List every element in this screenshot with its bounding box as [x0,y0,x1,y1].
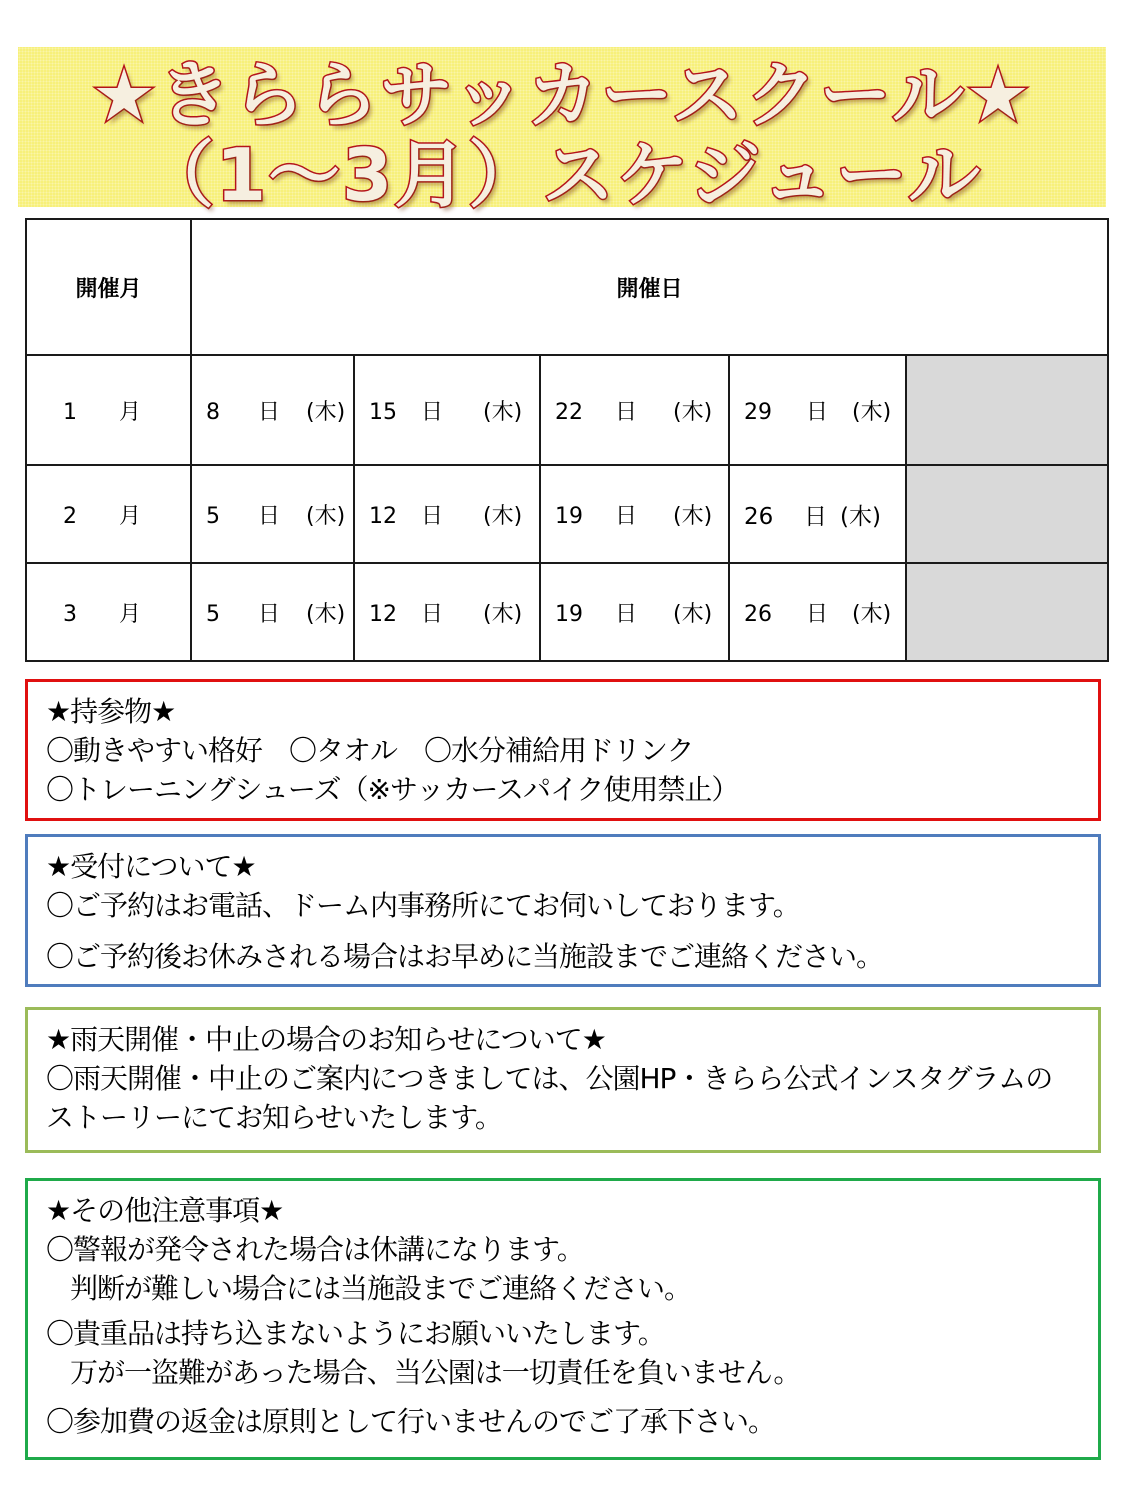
date-weekday: (木) [483,399,523,425]
unused-cell [906,355,1108,465]
date-number: 12 [369,503,397,529]
date-weekday: (木) [306,503,346,529]
header-day: 開催日 [191,219,1108,355]
date-weekday: (木) [483,601,523,627]
month-cell [26,563,191,661]
date-weekday: (木) [852,601,892,627]
header-month: 開催月 [26,219,191,355]
date-number: 12 [369,601,397,627]
month-cell [26,355,191,465]
date-weekday: (木) [840,503,881,530]
date-day-label: 日 [615,503,638,529]
date-day-label: 日 [421,399,444,425]
date-number: 19 [555,503,583,529]
section-line: 判断が難しい場合には当施設までご連絡ください。 [70,1272,692,1305]
date-cell [729,563,906,661]
date-cell [191,563,354,661]
month-number: 3 [63,601,77,627]
date-day-label: 日 [806,601,829,627]
month-cell [26,465,191,563]
date-cell [354,355,540,465]
section-line: 〇トレーニングシューズ（※サッカースパイク使用禁止） [46,773,739,806]
section-line: ストーリーにてお知らせいたします。 [46,1101,502,1134]
month-number: 2 [63,503,77,529]
section-line: 〇参加費の返金は原則として行いませんのでご了承下さい。 [46,1405,776,1438]
date-number: 5 [206,601,220,627]
date-number: 26 [744,503,774,530]
date-weekday: (木) [306,399,346,425]
spacer [46,925,1098,937]
date-cell [354,465,540,563]
section-line: 〇貴重品は持ち込まないようにお願いいたします。 [46,1317,665,1350]
spacer [46,1392,1098,1402]
section-line: 〇警報が発令された場合は休講になります。 [46,1233,584,1266]
date-day-label: 日 [258,399,281,425]
date-day-label: 日 [806,399,829,425]
date-cell [540,465,729,563]
title-line-2: （1～3月）スケジュール [142,133,982,217]
table-row [26,465,1108,563]
date-cell [354,563,540,661]
date-cell [729,465,906,563]
date-day-label: 日 [421,503,444,529]
month-label: 月 [119,503,142,529]
unused-cell [906,563,1108,661]
section-line: 万が一盗難があった場合、当公園は一切責任を負いません。 [70,1356,801,1389]
month-label: 月 [119,399,142,425]
reception-section [25,834,1101,987]
date-day-label: 日 [615,399,638,425]
schedule-table [25,218,1109,662]
date-day-label: 日 [258,503,281,529]
title-banner [18,47,1106,217]
section-line: 〇ご予約後お休みされる場合はお早めに当施設までご連絡ください。 [46,940,884,973]
date-cell [540,563,729,661]
date-cell [540,355,729,465]
section-line: 〇雨天開催・中止のご案内につきましては、公園HP・きらら公式インスタグラムの [46,1062,1053,1095]
unused-cell [906,465,1108,563]
other-notes-section [25,1178,1101,1460]
date-weekday: (木) [852,399,892,425]
date-weekday: (木) [673,399,713,425]
table-row [26,355,1108,465]
rain-notice-section [25,1007,1101,1153]
section-heading: ★その他注意事項★ [46,1194,284,1227]
date-day-label: 日 [258,601,281,627]
date-number: 5 [206,503,220,529]
date-day-label: 日 [804,503,827,530]
month-label: 月 [119,601,142,627]
section-heading: ★受付について★ [46,850,256,883]
section-line: 〇動きやすい格好 〇タオル 〇水分補給用ドリンク [46,734,694,767]
date-weekday: (木) [306,601,346,627]
date-day-label: 日 [421,601,444,627]
date-weekday: (木) [673,503,713,529]
date-weekday: (木) [483,503,523,529]
date-weekday: (木) [673,601,713,627]
date-number: 22 [555,399,583,425]
section-heading: ★雨天開催・中止の場合のお知らせについて★ [46,1023,606,1056]
section-line: 〇ご予約はお電話、ドーム内事務所にてお伺いしております。 [46,889,800,922]
belongings-section [25,679,1101,821]
date-number: 19 [555,601,583,627]
title-line-1: ★きららサッカースクール★ [91,53,1033,137]
date-cell [191,465,354,563]
table-header-row [26,219,1108,355]
date-cell [729,355,906,465]
date-day-label: 日 [615,601,638,627]
month-number: 1 [63,399,77,425]
date-number: 26 [744,601,772,627]
date-number: 29 [744,399,772,425]
date-number: 8 [206,399,220,425]
table-row [26,563,1108,661]
date-cell [191,355,354,465]
section-heading: ★持参物★ [46,695,176,728]
date-number: 15 [369,399,397,425]
